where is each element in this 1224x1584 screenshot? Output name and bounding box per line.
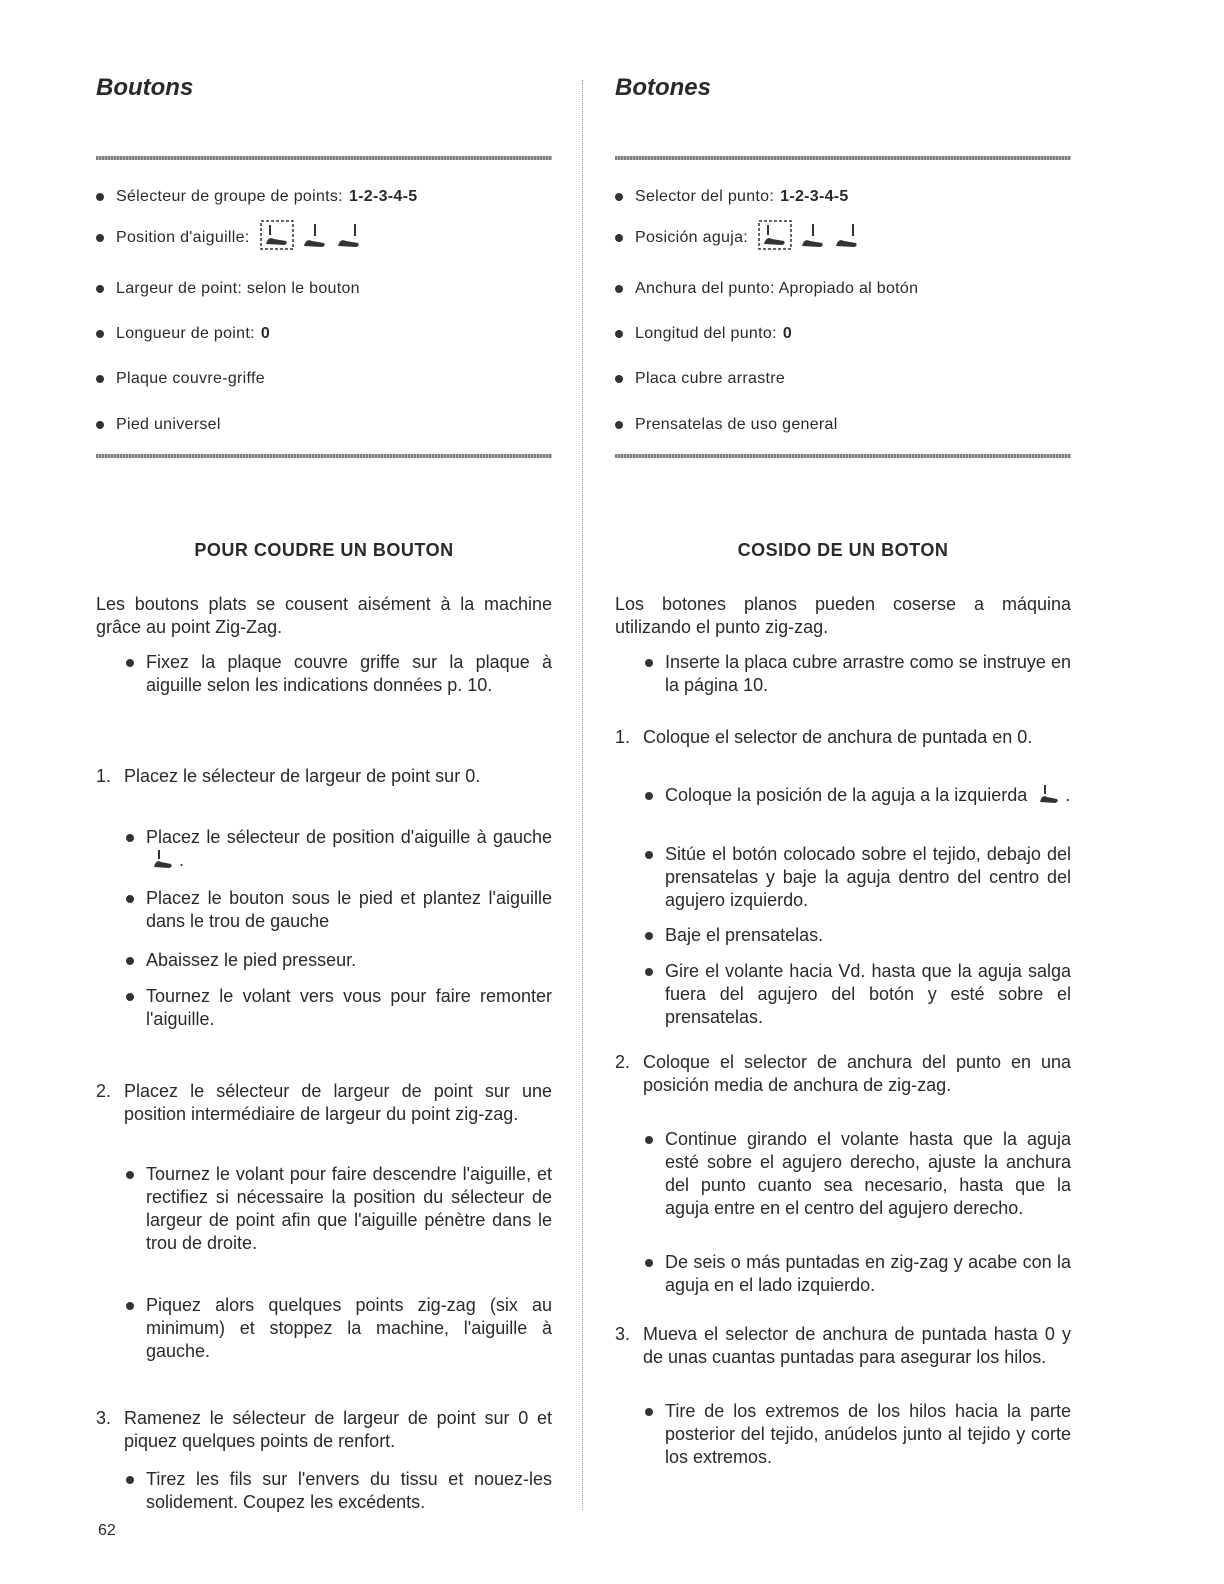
presser-foot-setting: Pied universel bbox=[96, 416, 221, 434]
page-number: 62 bbox=[98, 1522, 116, 1539]
stitch-group-setting: Sélecteur de groupe de points: 1-2-3-4-5 bbox=[96, 188, 417, 206]
french-step-1-bullet: Tournez le volant vers vous pour faire remonter l'aiguille. bbox=[146, 985, 552, 1031]
needle-left-icon bbox=[152, 849, 174, 869]
french-step-1: 1. Placez le sélecteur de largeur de point sur 0. bbox=[96, 766, 481, 786]
spanish-step-2-bullet: De seis o más puntadas en zig-zag y acabe con la aguja en el lado izquierdo. bbox=[665, 1251, 1071, 1297]
spanish-step-3-bullet: Tire de los extremos de los hilos hacia la parte posterior del tejido, anúdelos junto al tejido y corte los extremos. bbox=[665, 1400, 1071, 1469]
bullet-icon bbox=[126, 1302, 134, 1310]
bullet-icon bbox=[615, 330, 623, 338]
french-step-3-bullet: Tirez les fils sur l'envers du tissu et nouez-les solidement. Coupez les excédents. bbox=[146, 1468, 552, 1514]
needle-position-setting: Position d'aiguille: bbox=[96, 226, 370, 250]
bullet-icon bbox=[126, 993, 134, 1001]
french-step-2-bullet: Tournez le volant pour faire descendre l'aiguille, et rectifiez si nécessaire la position du sélecteur de largeur de point afin que l'aiguille pénètre dans le trou de droite. bbox=[146, 1163, 552, 1255]
bullet-icon bbox=[126, 834, 134, 842]
top-rule bbox=[96, 156, 552, 160]
spanish-intro: Los botones planos pueden coserse a máquina utilizando el punto zig-zag. bbox=[615, 594, 1071, 637]
stitch-length-setting: Longitud del punto: 0 bbox=[615, 325, 792, 343]
needle-center-icon bbox=[800, 222, 826, 250]
bottom-rule bbox=[96, 454, 552, 458]
bullet-icon bbox=[126, 1171, 134, 1179]
bullet-icon bbox=[645, 1259, 653, 1267]
bullet-icon bbox=[615, 285, 623, 293]
spanish-step-1-bullet: Sitúe el botón colocado sobre el tejido, debajo del prensatelas y baje la aguja dentro del centro del agujero izquierdo. bbox=[665, 843, 1071, 912]
needle-left-icon bbox=[1038, 784, 1060, 804]
top-rule bbox=[615, 156, 1071, 160]
bullet-icon bbox=[645, 1136, 653, 1144]
cover-plate-setting: Plaque couvre-griffe bbox=[96, 370, 265, 388]
needle-left-icon bbox=[260, 220, 294, 250]
spanish-step-2-bullet: Continue girando el volante hasta que la aguja esté sobre el agujero derecho, ajuste la anchura del punto cuanto sea necesario, hasta que la aguja entre en el centro del agujero derecho. bbox=[665, 1128, 1071, 1220]
needle-center-icon bbox=[302, 222, 328, 250]
stitch-length-setting: Longueur de point: 0 bbox=[96, 325, 270, 343]
french-step-1-bullet: Abaissez le pied presseur. bbox=[146, 949, 552, 972]
french-step-3: 3. Ramenez le sélecteur de largeur de point sur 0 et piquez quelques points de renfort. bbox=[96, 1408, 552, 1451]
needle-position-icons bbox=[260, 226, 370, 250]
spanish-step-1: 1. Coloque el selector de anchura de puntada en 0. bbox=[615, 727, 1033, 747]
bullet-icon bbox=[645, 659, 653, 667]
stitch-group-setting: Selector del punto: 1-2-3-4-5 bbox=[615, 188, 849, 206]
bullet-icon bbox=[615, 375, 623, 383]
spanish-step-1-bullet: Baje el prensatelas. bbox=[665, 924, 1071, 947]
needle-right-icon bbox=[834, 222, 860, 250]
spanish-step-2: 2. Coloque el selector de anchura del punto en una posición media de anchura de zig-zag. bbox=[615, 1052, 1071, 1095]
bullet-icon bbox=[126, 1476, 134, 1484]
bullet-icon bbox=[645, 932, 653, 940]
bullet-icon bbox=[645, 1408, 653, 1416]
bullet-icon bbox=[96, 421, 104, 429]
bullet-icon bbox=[96, 330, 104, 338]
bullet-icon bbox=[615, 234, 623, 242]
spanish-step-1-bullet: Gire el volante hacia Vd. hasta que la aguja salga fuera del agujero del botón y esté sobre el prensatelas. bbox=[665, 960, 1071, 1029]
spanish-step-1-bullet: Coloque la posición de la aguja a la izquierda . bbox=[665, 784, 1071, 807]
needle-position-icons bbox=[758, 226, 868, 250]
bullet-icon bbox=[615, 193, 623, 201]
bullet-icon bbox=[126, 957, 134, 965]
bullet-icon bbox=[645, 968, 653, 976]
french-step-1-bullet: Placez le sélecteur de position d'aiguille à gauche . bbox=[146, 826, 552, 872]
spanish-title: Botones bbox=[615, 74, 711, 101]
spanish-section-heading: COSIDO DE UN BOTON bbox=[737, 540, 949, 560]
french-intro: Les boutons plats se cousent aisément à la machine grâce au point Zig-Zag. bbox=[96, 594, 552, 637]
bullet-icon bbox=[96, 234, 104, 242]
needle-left-icon bbox=[758, 220, 792, 250]
bullet-icon bbox=[645, 792, 653, 800]
spanish-intro-bullet: Inserte la placa cubre arrastre como se instruye en la página 10. bbox=[665, 651, 1071, 697]
bottom-rule bbox=[615, 454, 1071, 458]
stitch-width-setting: Largeur de point: selon le bouton bbox=[96, 280, 360, 298]
spanish-step-3: 3. Mueva el selector de anchura de puntada hasta 0 y de unas cuantas puntadas para asegurar los hilos. bbox=[615, 1324, 1071, 1367]
needle-right-icon bbox=[336, 222, 362, 250]
cover-plate-setting: Placa cubre arrastre bbox=[615, 370, 785, 388]
french-section-heading: POUR COUDRE UN BOUTON bbox=[194, 540, 454, 560]
french-step-2: 2. Placez le sélecteur de largeur de point sur une position intermédiaire de largeur du point zig-zag. bbox=[96, 1081, 552, 1124]
bullet-icon bbox=[96, 375, 104, 383]
bullet-icon bbox=[96, 193, 104, 201]
presser-foot-setting: Prensatelas de uso general bbox=[615, 416, 838, 434]
bullet-icon bbox=[96, 285, 104, 293]
french-step-1-bullet: Placez le bouton sous le pied et plantez l'aiguille dans le trou de gauche bbox=[146, 887, 552, 933]
french-intro-bullet: Fixez la plaque couvre griffe sur la plaque à aiguille selon les indications données p. 10. bbox=[146, 651, 552, 697]
french-title: Boutons bbox=[96, 74, 194, 101]
bullet-icon bbox=[126, 659, 134, 667]
bullet-icon bbox=[126, 895, 134, 903]
bullet-icon bbox=[615, 421, 623, 429]
bullet-icon bbox=[645, 851, 653, 859]
stitch-width-setting: Anchura del punto: Apropiado al botón bbox=[615, 280, 918, 298]
french-step-2-bullet: Piquez alors quelques points zig-zag (six au minimum) et stoppez la machine, l'aiguille à gauche. bbox=[146, 1294, 552, 1363]
column-divider bbox=[582, 80, 583, 1510]
needle-position-setting: Posición aguja: bbox=[615, 226, 868, 250]
